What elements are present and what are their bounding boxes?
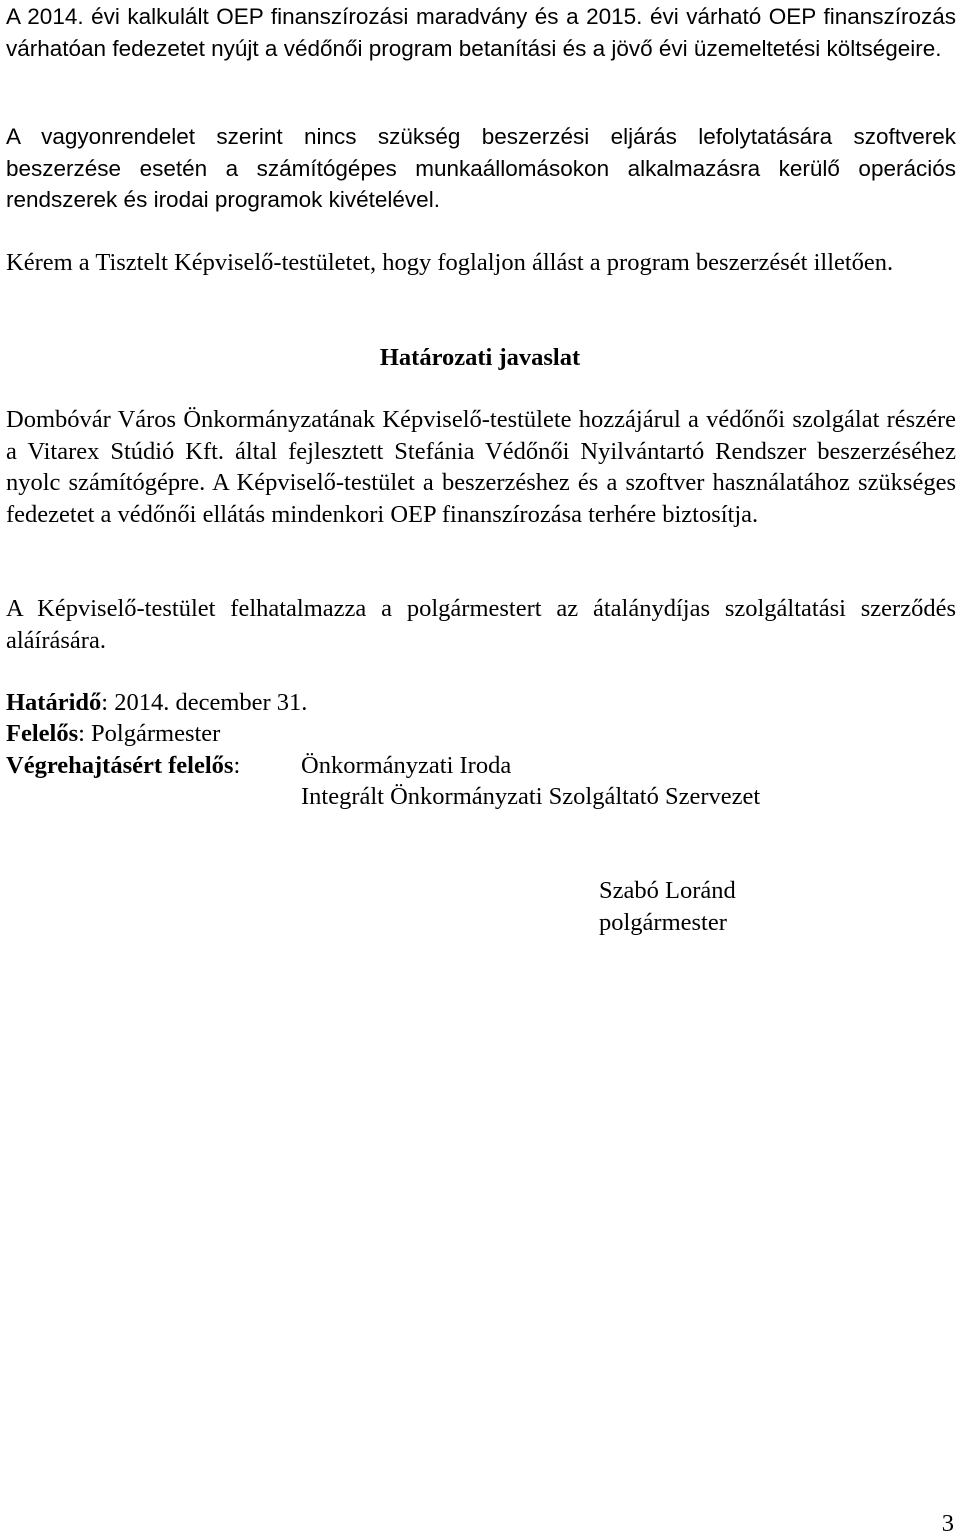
deadline-value: : 2014. december 31. [101,689,308,716]
executor-value-1: Önkormányzati Iroda [301,752,512,779]
executor-value-2: Integrált Önkormányzati Szolgáltató Szervezet [301,783,761,810]
signatory-title: polgármester [599,908,727,936]
request-paragraph: Kérem a Tisztelt Képviselő-testületet, hogy foglaljon állást a program beszerzését illetően. [6,249,894,276]
responsible-value: : Polgármester [78,720,221,747]
signature-block [599,875,736,938]
executor-row [6,750,240,782]
executor-label: Végrehajtásért felelős [6,752,234,779]
funding-paragraph: A 2014. évi kalkulált OEP finanszírozási maradvány és a 2015. évi várható OEP finanszírozás várhatóan fedezetet nyújt a védőnői program betanítási és a jövő évi üzemeltetési költségeire. [6,4,956,61]
authorization-paragraph: A Képviselő-testület felhatalmazza a polgármestert az átalánydíjas szolgáltatási szerződés aláírására. [6,595,956,654]
resolution-paragraph: Dombóvár Város Önkormányzatának Képviselő-testülete hozzájárul a védőnői szolgálat részére a Vitarex Stúdió Kft. által fejlesztett Stefánia Védőnői Nyilvántartó Rendszer beszerzéséhez nyolc számítógépre. A Képviselő-testület a beszerzéshez és a szoftver használatához szükséges fedezetet a védőnői ellátás mindenkori OEP finanszírozása terhére biztosítja. [6,406,956,528]
deadline-row [6,687,307,719]
responsible-label: Felelős [6,720,79,747]
resolution-heading: Határozati javaslat [379,344,581,371]
signatory-name: Szabó Loránd [599,877,736,904]
deadline-label: Határidő [6,689,102,716]
executor-colon: : [233,752,241,779]
procurement-paragraph: A vagyonrendelet szerint nincs szükség beszerzési eljárás lefolytatására szoftverek beszerzése esetén a számítógépes munkaállomásokon alkalmazásra kerülő operációs rendszerek és irodai programok kivételével. [6,124,956,212]
page-number: 3 [941,1510,954,1537]
responsible-row [6,718,220,750]
